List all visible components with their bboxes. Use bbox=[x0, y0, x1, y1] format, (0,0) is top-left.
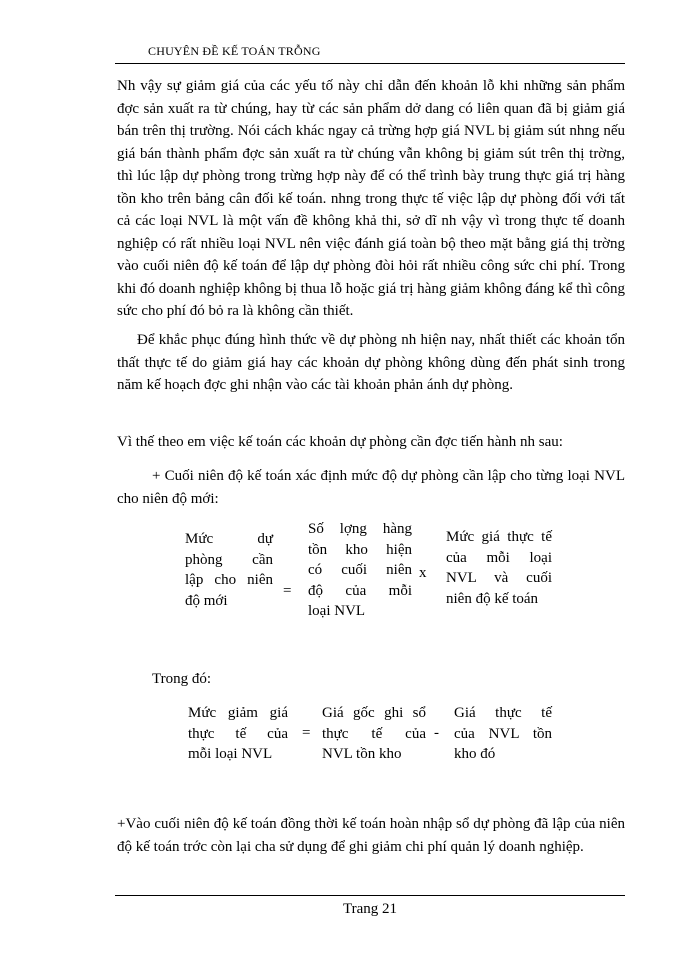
formula-line: NVL và cuối bbox=[446, 570, 552, 586]
formula-2-middle bbox=[322, 703, 426, 765]
formula-line: phòng cần bbox=[185, 551, 273, 568]
where-label: Trong đó: bbox=[152, 671, 212, 687]
formula-2-left bbox=[188, 703, 288, 765]
formula-line: Mức giá thực tế bbox=[446, 529, 552, 545]
paragraph-2: Để khắc phục đúng hình thức về dự phòng nh hiện nay, nhất thiết các khoản tổn thất thực tế do giảm giá hay các khoản dự phòng không dùng đến phát sinh trong năm kế hoạch đợc ghi nhận vào các tài khoản phản ánh dự phòng. bbox=[117, 332, 625, 393]
document-header: CHUYÊN ĐỀ KẾ TOÁN TRỖNG bbox=[148, 44, 321, 58]
formula-1-right bbox=[446, 527, 552, 609]
formula-line: niên độ kế toán bbox=[446, 590, 539, 607]
formula-line: Giá thực tế bbox=[454, 705, 552, 721]
formula-line: Mức dự bbox=[185, 531, 273, 547]
footer-rule bbox=[115, 895, 625, 896]
formula-line: kho đó bbox=[454, 746, 496, 762]
formula-2-minus: - bbox=[434, 725, 439, 741]
formula-line: của mỗi loại bbox=[446, 549, 552, 566]
formula-line: mỗi loại NVL bbox=[188, 746, 273, 762]
formula-line: độ mới bbox=[185, 592, 228, 609]
formula-line: thực tế của bbox=[322, 725, 426, 742]
formula-line: tồn kho hiện bbox=[308, 541, 412, 558]
formula-1-middle bbox=[308, 519, 412, 622]
formula-line: Mức giảm giá bbox=[188, 705, 288, 721]
formula-line: độ của mỗi bbox=[308, 582, 412, 599]
formula-1-left bbox=[185, 529, 273, 611]
formula-line: có cuối niên bbox=[308, 562, 412, 578]
formula-1-multiply: x bbox=[419, 565, 427, 581]
page-number: Trang 21 bbox=[342, 901, 398, 917]
paragraph-4: + Cuối niên độ kế toán xác định mức độ dự phòng cần lập cho từng loại NVL cho niên độ mới: bbox=[117, 468, 625, 507]
formula-2-right bbox=[454, 703, 552, 765]
paragraph-5: +Vào cuối niên độ kế toán đồng thời kế toán hoàn nhập sổ dự phòng đã lập của niên độ kế toán trớc còn lại cha sử dụng để ghi giảm chi phí quản lý doanh nghiệp. bbox=[117, 816, 625, 855]
header-rule bbox=[115, 63, 625, 64]
formula-line: lập cho niên bbox=[185, 572, 273, 588]
formula-line: Giá gốc ghi sổ bbox=[322, 705, 426, 721]
paragraph-1: Nh vậy sự giảm giá của các yếu tố này chỉ dẫn đến khoản lỗ khi những sản phẩm đợc sản xuất ra từ chúng, hay từ các sản phẩm dở dang có liên quan đã bị giảm giá bán trên thị trường. Nói cách khác ngay cả trừng hợp giá NVL bị giảm sút nhng nếu giá bán thành phẩm đợc sản xuất ra từ chúng vẫn không bị giảm sút trên thị trờng, thì lúc lập dự phòng trong trừng hợp này để có thể trình bày trung thực giá trị hàng tồn kho trên bảng cân đối kế toán. nhng trong thực tế việc lập dự phòng đối với tất cả các loại NVL là một vấn đề không khả thi, sở dĩ nh vậy vì trong thực tế doanh nghiệp có rất nhiều loại NVL nên việc đánh giá toàn bộ theo mặt bằng giá thị trờng vào cuối niên độ kế toán để lập dự phòng đòi hỏi rất nhiều công sức chi phí. Trong khi đó doanh nghiệp không bị thua lỗ hoặc giá trị hàng giảm không đáng kể thì công sức cho phí đó bỏ ra là không cần thiết. bbox=[117, 78, 625, 319]
formula-line: Số lợng hàng bbox=[308, 521, 412, 537]
formula-line: NVL tồn kho bbox=[322, 746, 402, 762]
formula-line: loại NVL bbox=[308, 603, 366, 619]
formula-line: thực tế của bbox=[188, 725, 288, 742]
formula-line: của NVL tồn bbox=[454, 725, 552, 742]
formula-1-equals: = bbox=[283, 583, 292, 599]
formula-2-equals: = bbox=[302, 725, 311, 741]
paragraph-3: Vì thế theo em việc kế toán các khoản dự phòng cần đợc tiến hành nh sau: bbox=[117, 434, 563, 450]
